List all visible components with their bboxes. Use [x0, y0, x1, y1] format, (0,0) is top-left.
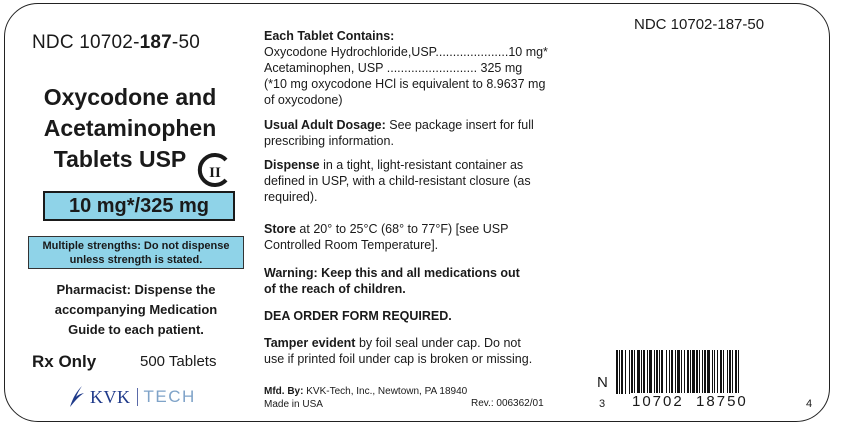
- barcode-bar: [659, 350, 660, 394]
- barcode-bar: [643, 350, 645, 394]
- barcode-bar: [649, 350, 652, 394]
- notice-line: unless strength is stated.: [69, 254, 203, 266]
- barcode-bar: [637, 350, 640, 394]
- barcode-bar: [634, 350, 635, 394]
- pharmacist-line: accompanying Medication: [54, 302, 218, 317]
- barcode-bar: [692, 350, 695, 394]
- dispense-section: [264, 157, 584, 205]
- dea-notice: DEA ORDER FORM REQUIRED.: [264, 309, 452, 323]
- barcode-right-digit: 4: [806, 398, 813, 410]
- dosage-heading: Usual Adult Dosage:: [264, 118, 386, 132]
- barcode-bar: [671, 350, 673, 394]
- mfd-text: KVK-Tech, Inc., Newtown, PA 18940: [303, 386, 468, 397]
- composition-line: Acetaminophen, USP .......................... 325 mg: [264, 61, 523, 75]
- composition-heading: Each Tablet Contains:: [264, 29, 395, 43]
- barcode-bar: [735, 350, 737, 394]
- barcode-bar: [647, 350, 648, 394]
- logo-tech-text: TECH: [143, 387, 196, 406]
- barcode-bar: [629, 350, 630, 394]
- notice-line: Multiple strengths: Do not dispense: [42, 240, 230, 252]
- ndc-package-code: -50: [171, 32, 200, 53]
- kvk-swoosh-icon: [68, 385, 86, 409]
- barcode-bar: [669, 350, 670, 394]
- barcode-bar: [656, 350, 658, 394]
- barcode-bar: [729, 350, 731, 394]
- composition-line: (*10 mg oxycodone HCl is equivalent to 8.9637 mg: [264, 77, 546, 91]
- kvk-tech-logo: [68, 384, 196, 410]
- tamper-heading: Tamper evident: [264, 336, 356, 350]
- barcode-bar: [641, 350, 642, 394]
- barcode-bar: [631, 350, 633, 394]
- schedule-c2-icon: [196, 152, 232, 188]
- barcode-bar: [621, 350, 623, 394]
- store-text: at 20° to 25°C (68° to 77°F) [see USP: [295, 222, 509, 236]
- dispense-text: required).: [264, 190, 318, 204]
- barcode-bar: [661, 350, 663, 394]
- dispense-text: in a tight, light-resistant container as: [319, 158, 524, 172]
- barcode-bar: [619, 350, 620, 394]
- barcode-n-label: N: [597, 374, 608, 391]
- ndc-number: [32, 32, 200, 54]
- barcode-bar: [675, 350, 676, 394]
- barcode-bar: [712, 350, 713, 394]
- composition-line: Oxycodone Hydrochloride,USP.....................10 mg*: [264, 45, 548, 59]
- tamper-section: [264, 335, 584, 367]
- mfd-heading: Mfd. By:: [264, 386, 304, 397]
- dispense-text: defined in USP, with a child-resistant closure (as: [264, 174, 531, 188]
- barcode-bar: [720, 350, 722, 394]
- pharmacist-line: Pharmacist: Dispense the: [56, 282, 216, 297]
- barcode-bar: [727, 350, 728, 394]
- barcode-bar: [707, 350, 710, 394]
- dosage-text: See package insert for full: [385, 118, 534, 132]
- upc-barcode: [616, 350, 796, 394]
- barcode-bar: [696, 350, 698, 394]
- strength-badge: 10 mg*/325 mg: [43, 191, 235, 221]
- pharmacist-line: Guide to each patient.: [68, 322, 204, 337]
- logo-kvk-text: KVK: [90, 386, 131, 407]
- drug-name-line: Tablets USP: [53, 146, 187, 172]
- barcode-bar: [702, 350, 703, 394]
- manufacturer-info: [264, 385, 467, 411]
- pharmacist-note: [20, 280, 252, 340]
- barcode-bar: [717, 350, 718, 394]
- barcode-bar: [616, 350, 618, 394]
- storage-section: [264, 221, 584, 253]
- warning-line: of the reach of children.: [264, 282, 406, 296]
- barcode-bar: [723, 350, 724, 394]
- dispense-heading: Dispense: [264, 158, 320, 172]
- tamper-text: by foil seal under cap. Do not: [355, 336, 521, 350]
- barcode-left-digit: 3: [599, 398, 606, 410]
- svg-text:II: II: [209, 165, 221, 181]
- multiple-strengths-notice: [28, 236, 244, 269]
- dosage-section: [264, 117, 584, 149]
- ndc-product-code: 187: [139, 32, 172, 53]
- composition-line: of oxycodone): [264, 93, 343, 107]
- barcode-bar: [738, 350, 739, 394]
- barcode-bar: [704, 350, 706, 394]
- barcode-bar: [714, 350, 715, 394]
- logo-separator: [137, 388, 138, 406]
- warning-line: Warning: Keep this and all medications out: [264, 266, 520, 280]
- barcode-bar: [690, 350, 691, 394]
- barcode-bar: [677, 350, 680, 394]
- barcode-bar: [684, 350, 685, 394]
- rx-only-label: Rx Only: [32, 352, 97, 371]
- barcode-bar: [625, 350, 626, 394]
- barcode-bar: [699, 350, 700, 394]
- barcode-bar: [681, 350, 682, 394]
- barcode-bar: [654, 350, 655, 394]
- tamper-text: use if printed foil under cap is broken or missing.: [264, 352, 533, 366]
- store-text: Controlled Room Temperature].: [264, 238, 439, 252]
- barcode-bar: [732, 350, 733, 394]
- barcode-bar: [687, 350, 689, 394]
- barcode-digits: 10702 18750: [632, 393, 748, 410]
- barcode-bar: [666, 350, 667, 394]
- warning-section: [264, 265, 584, 297]
- made-in-text: Made in USA: [264, 399, 323, 410]
- ndc-number-right: NDC 10702-187-50: [634, 16, 765, 33]
- store-heading: Store: [264, 222, 296, 236]
- dosage-text: prescribing information.: [264, 134, 394, 148]
- revision-number: Rev.: 006362/01: [471, 398, 544, 409]
- drug-name-line: Oxycodone and: [43, 84, 217, 110]
- drug-name-line: Acetaminophen: [43, 115, 217, 141]
- tablet-count: 500 Tablets: [140, 353, 217, 370]
- ndc-prefix: NDC 10702-: [32, 32, 140, 53]
- composition-section: [264, 28, 584, 108]
